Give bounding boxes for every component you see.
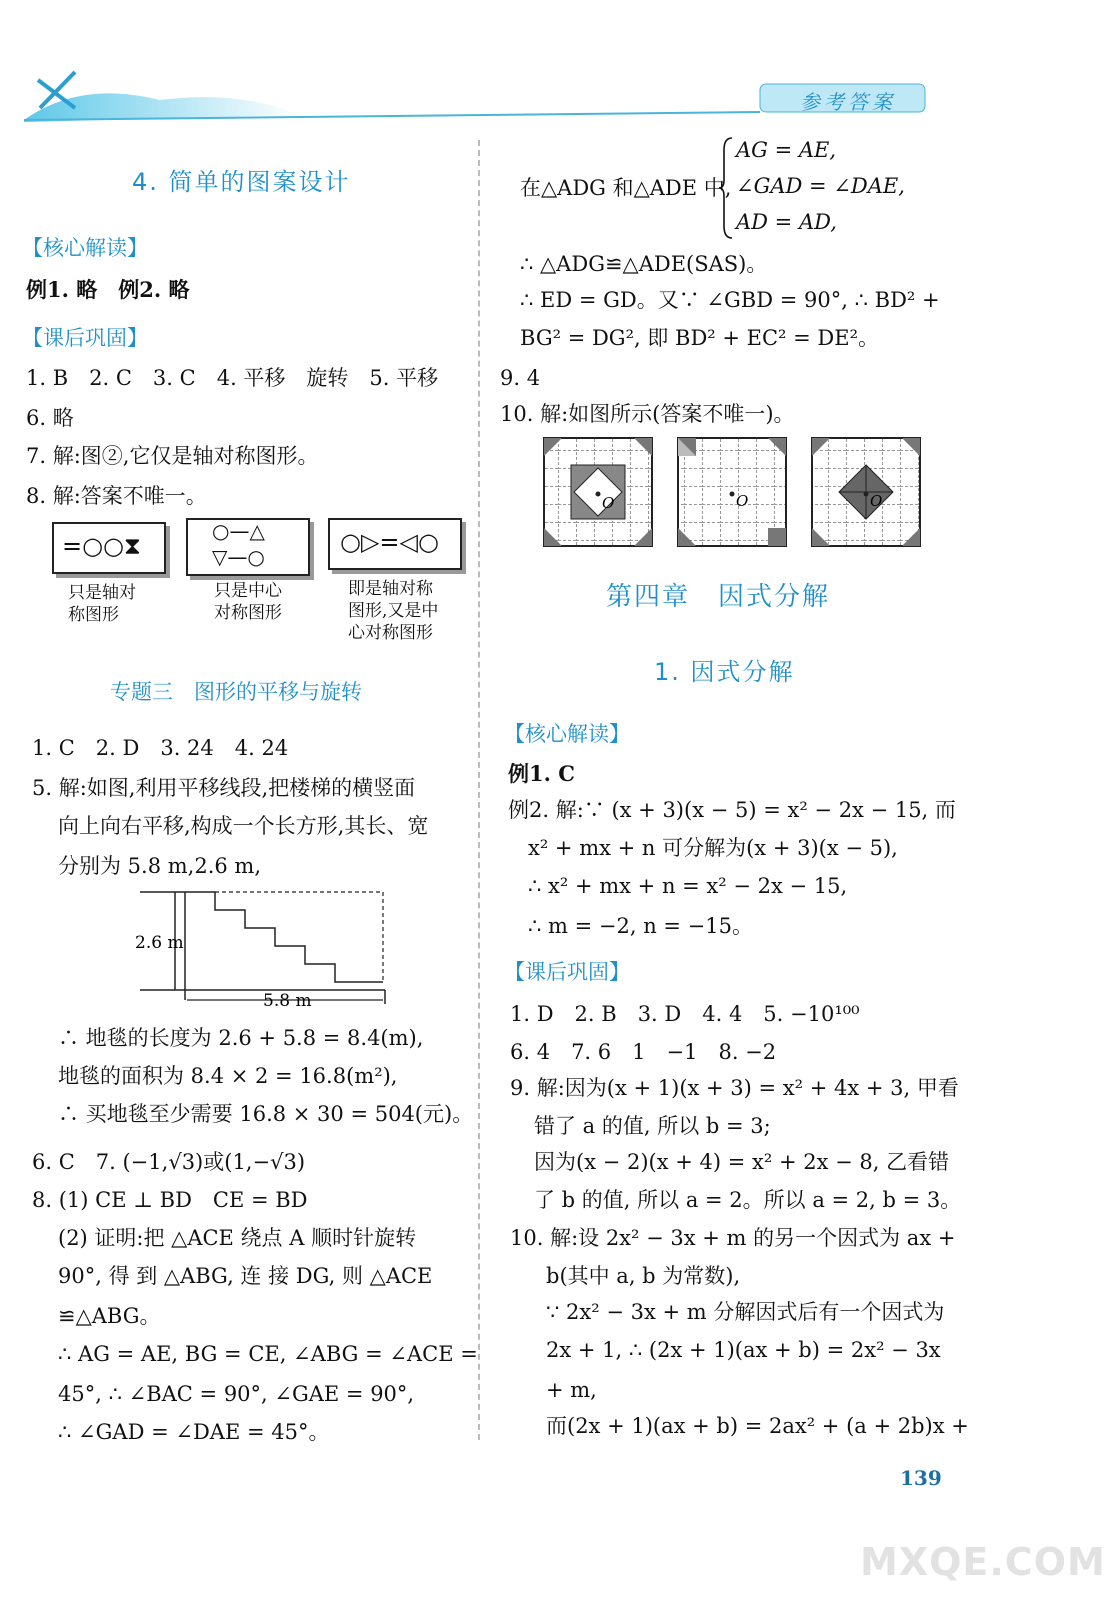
- right-line-10: 10. 解:如图所示(答案不唯一)。: [500, 402, 795, 426]
- example-2a: 例2. 解:∵ (x + 3)(x − 5) = x² − 2x − 15, 而: [508, 798, 956, 822]
- topic-line-1: 1. C 2. D 3. 24 4. 24: [32, 736, 289, 760]
- topic-line-8d: ≌△ABG。: [58, 1304, 161, 1328]
- practice-line-10e: + m,: [546, 1378, 597, 1402]
- answer-line-8: 8. 解:答案不唯一。: [26, 484, 207, 508]
- label-kehou-right: 【课后巩固】: [504, 960, 630, 984]
- examples-left: 例1. 略 例2. 略: [26, 277, 190, 302]
- header-banner: [0, 60, 1065, 130]
- example-2b: x² + mx + n 可分解为(x + 3)(x − 5),: [528, 836, 898, 860]
- answer-line-1: 1. B 2. C 3. C 4. 平移 旋转 5. 平移: [26, 366, 439, 390]
- practice-line-10a: 10. 解:设 2x² − 3x + m 的另一个因式为 ax +: [510, 1226, 956, 1250]
- grid-center-label-1: O: [602, 494, 615, 512]
- practice-line-6: 6. 4 7. 6 1 −1 8. −2: [510, 1040, 777, 1064]
- fig-caption-2b: 对称图形: [214, 603, 282, 623]
- fig-caption-3b: 图形,又是中: [348, 601, 439, 621]
- pattern-grids: [540, 432, 930, 554]
- system-line-3: AD = AD,: [736, 210, 837, 234]
- topic-line-8g: ∴ ∠GAD = ∠DAE = 45°。: [58, 1420, 330, 1444]
- fig-box-1-symbol: =○○⧗: [62, 532, 141, 560]
- practice-line-10d: 2x + 1, ∴ (2x + 1)(ax + b) = 2x² − 3x: [546, 1338, 941, 1362]
- right-line-1: ∴ △ADG≌△ADE(SAS)。: [520, 252, 768, 276]
- topic-line-8a: 8. (1) CE ⊥ BD CE = BD: [32, 1188, 308, 1212]
- example-1-right: 例1. C: [508, 761, 575, 786]
- topic-line-5f: ∴ 买地毯至少需要 16.8 × 30 = 504(元)。: [58, 1102, 474, 1126]
- fig-box-2-symbol-a: ○—△: [212, 519, 265, 543]
- fig-box-2-symbol-b: ▽—○: [212, 545, 265, 569]
- page-number: 139: [900, 1466, 942, 1490]
- topic-line-8e: ∴ AG = AE, BG = CE, ∠ABG = ∠ACE =: [58, 1342, 478, 1366]
- answer-line-6: 6. 略: [26, 406, 74, 430]
- topic-line-5c: 分别为 5.8 m,2.6 m,: [58, 854, 261, 878]
- topic-line-8c: 90°, 得 到 △ABG, 连 接 DG, 则 △ACE: [58, 1264, 433, 1288]
- fig-caption-1b: 称图形: [68, 605, 119, 625]
- fig-caption-3a: 即是轴对称: [348, 579, 433, 599]
- example-2c: ∴ x² + mx + n = x² − 2x − 15,: [528, 874, 848, 898]
- chapter-title: 第四章 因式分解: [606, 582, 831, 612]
- right-line-2: ∴ ED = GD。又∵ ∠GBD = 90°, ∴ BD² +: [520, 288, 940, 312]
- column-divider: [478, 140, 480, 1440]
- topic-line-5d: ∴ 地毯的长度为 2.6 + 5.8 = 8.4(m),: [58, 1026, 424, 1050]
- fig-caption-2a: 只是中心: [214, 581, 282, 601]
- topic-line-8f: 45°, ∴ ∠BAC = 90°, ∠GAE = 90°,: [58, 1382, 415, 1406]
- practice-line-10f: 而(2x + 1)(ax + b) = 2ax² + (a + 2b)x +: [546, 1414, 969, 1438]
- fig-caption-3c: 心对称图形: [348, 623, 433, 643]
- practice-line-9c: 因为(x − 2)(x + 4) = x² + 2x − 8, 乙看错: [534, 1150, 950, 1174]
- right-line-3: BG² = DG², 即 BD² + EC² = DE²。: [520, 326, 879, 350]
- staircase-figure: [135, 882, 395, 1012]
- topic-line-5b: 向上向右平移,构成一个长方形,其长、宽: [58, 814, 429, 838]
- label-kehou-left: 【课后巩固】: [22, 326, 148, 350]
- system-line-1: AG = AE,: [736, 138, 837, 162]
- label-hexin-left: 【核心解读】: [22, 236, 148, 260]
- topic-title: 专题三 图形的平移与旋转: [110, 680, 362, 704]
- topic-line-5a: 5. 解:如图,利用平移线段,把楼梯的横竖面: [32, 776, 416, 800]
- section-title-left: 4. 简单的图案设计: [132, 168, 351, 196]
- label-hexin-right: 【核心解读】: [504, 722, 630, 746]
- topic-line-8b: (2) 证明:把 △ACE 绕点 A 顺时针旋转: [58, 1226, 417, 1250]
- fig-box-3-symbol: ○▷=◁○: [340, 528, 439, 556]
- example-2d: ∴ m = −2, n = −15。: [528, 914, 753, 938]
- stair-width-label: 5.8 m: [263, 991, 312, 1011]
- stair-height-label: 2.6 m: [135, 933, 184, 953]
- practice-line-9a: 9. 解:因为(x + 1)(x + 3) = x² + 4x + 3, 甲看: [510, 1076, 959, 1100]
- right-line-9: 9. 4: [500, 366, 541, 390]
- topic-line-6: 6. C 7. (−1,√3)或(1,−√3): [32, 1150, 306, 1174]
- grid-center-label-3: O: [870, 492, 883, 510]
- header-tag: 参考答案: [800, 90, 896, 114]
- grid-center-label-2: O: [736, 492, 749, 510]
- watermark: MXQE.COM: [860, 1540, 1106, 1584]
- practice-line-10b: b(其中 a, b 为常数),: [546, 1264, 741, 1288]
- answer-line-7: 7. 解:图②,它仅是轴对称图形。: [26, 444, 319, 468]
- practice-line-9b: 错了 a 的值, 所以 b = 3;: [534, 1114, 771, 1138]
- sub-section-title: 1. 因式分解: [654, 658, 795, 686]
- practice-line-1: 1. D 2. B 3. D 4. 4 5. −10¹⁰⁰: [510, 1002, 860, 1026]
- practice-line-10c: ∵ 2x² − 3x + m 分解因式后有一个因式为: [546, 1300, 945, 1324]
- brace: [718, 136, 734, 240]
- topic-line-5e: 地毯的面积为 8.4 × 2 = 16.8(m²),: [58, 1064, 398, 1088]
- system-line-2: ∠GAD = ∠DAE,: [736, 174, 905, 198]
- system-prefix: 在△ADG 和△ADE 中,: [520, 176, 732, 200]
- fig-caption-1a: 只是轴对: [68, 583, 136, 603]
- practice-line-9d: 了 b 的值, 所以 a = 2。所以 a = 2, b = 3。: [534, 1188, 962, 1212]
